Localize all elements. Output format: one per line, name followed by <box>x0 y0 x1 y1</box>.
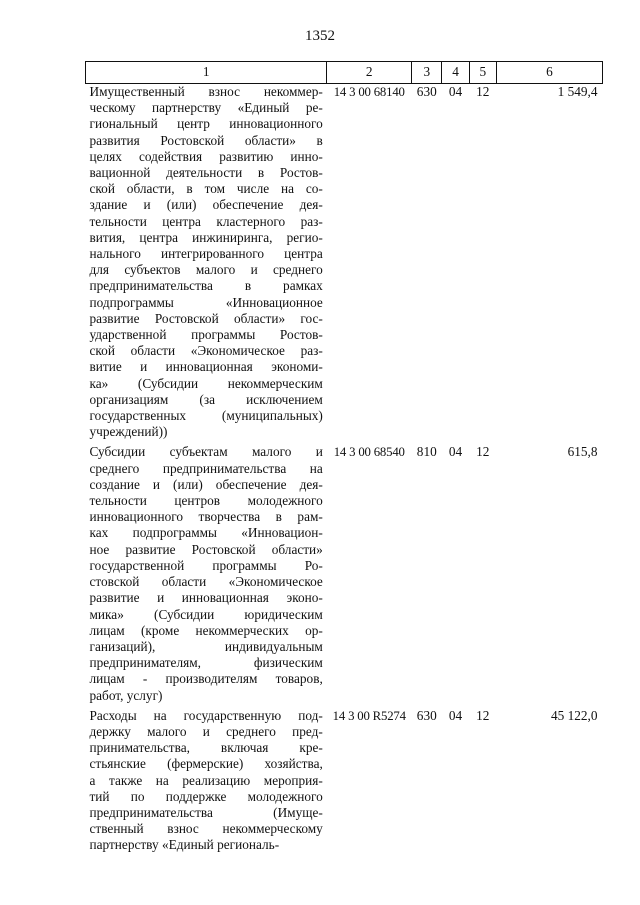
subsection-cell: 12 <box>476 444 490 460</box>
description-line: ка» (Субсидии некоммерческим <box>89 375 323 391</box>
target-code-cell: 14 3 00 R5274 <box>332 708 406 723</box>
description-line: работ, услуг) <box>89 687 163 703</box>
column-header: 4 <box>442 62 469 84</box>
amount-cell: 1 549,4 <box>557 84 598 99</box>
description-line: здание и (или) обеспечение дея- <box>89 197 323 213</box>
description-line: витие и инновационная экономи- <box>89 359 323 375</box>
column-header: 5 <box>469 62 496 84</box>
description-line: целях содействия развитию инно- <box>89 148 323 164</box>
expense-type-cell: 810 <box>416 444 437 460</box>
description-line: ской области «Экономическое раз- <box>89 343 323 359</box>
table-body <box>86 84 603 858</box>
description-cell <box>86 708 327 858</box>
description-line: держку малого и среднего пред- <box>89 723 323 739</box>
description-line: ударственной программы Ростов- <box>89 327 323 343</box>
table-row <box>86 444 603 707</box>
target-code-cell: 14 3 00 68140 <box>333 85 405 99</box>
description-line: стовской области «Экономическое <box>89 574 323 590</box>
description-line: ственный взнос некоммерческому <box>89 821 323 837</box>
target-code-cell: 14 3 00 68540 <box>333 445 405 460</box>
header-row <box>86 62 603 84</box>
description-line: партнерству «Единый региональ- <box>89 837 280 853</box>
description-line: подпрограммы «Инновационное <box>89 294 323 310</box>
description-line: предпринимательства (Имуще- <box>89 804 323 820</box>
description-cell <box>86 84 327 445</box>
description-cell <box>86 444 327 707</box>
description-line: ках подпрограммы «Инновацион- <box>89 525 323 541</box>
description-line: для субъектов малого и среднего <box>89 262 323 278</box>
description-line: тий по поддержке молодежного <box>89 788 323 804</box>
description-line: предпринимательства в рамках <box>89 278 323 294</box>
description-line: ческому партнерству «Единый ре- <box>89 100 323 116</box>
description-line: тельности центра кластерного раз- <box>89 213 323 229</box>
description-line: организациям (за исключением <box>89 391 323 407</box>
description-line: ской области, в том числе на со- <box>89 181 323 197</box>
amount-cell: 615,8 <box>567 444 598 460</box>
table-row <box>86 708 603 858</box>
budget-table <box>85 61 603 858</box>
description-line: вития, центра инжиниринга, регио- <box>89 229 323 245</box>
description-line: лицам (кроме некоммерческих ор- <box>89 622 323 638</box>
description-line: мика» (Субсидии юридическим <box>89 606 323 622</box>
description-line: Субсидии субъектам малого и <box>89 444 323 460</box>
description-line: гиональный центр инновационного <box>89 116 323 132</box>
column-header: 2 <box>327 62 412 84</box>
table-row <box>86 84 603 445</box>
description-line: стьянские (фермерские) хозяйства, <box>89 756 323 772</box>
description-line: предпринимателям, физическим <box>89 655 323 671</box>
description-line: учреждений)) <box>89 424 168 440</box>
description-line: Имущественный взнос некоммер- <box>89 84 323 99</box>
expense-type-cell: 630 <box>416 84 437 99</box>
description-line: развитие и инновационная эконо- <box>89 590 323 606</box>
section-cell: 04 <box>448 444 463 460</box>
amount-cell: 45 122,0 <box>550 707 598 723</box>
description-line: инновационного творчества в рам- <box>89 509 323 525</box>
section-cell: 04 <box>448 707 463 723</box>
description-line: а также на реализацию мероприя- <box>89 772 323 788</box>
subsection-cell: 12 <box>476 84 490 99</box>
subsection-cell: 12 <box>476 707 490 723</box>
expense-type-cell: 630 <box>416 707 437 723</box>
description-line: развития Ростовской области» в <box>89 132 323 148</box>
description-line: государственных (муниципальных) <box>89 408 323 424</box>
description-line: ное развитие Ростовской области» <box>89 541 323 557</box>
description-line: среднего предпринимательства на <box>89 460 323 476</box>
description-line: принимательства, включая кре- <box>89 740 323 756</box>
column-header: 1 <box>86 62 327 84</box>
description-line: создание и (или) обеспечение дея- <box>89 476 323 492</box>
description-line: Расходы на государственную под- <box>89 707 323 723</box>
description-line: ганизаций), индивидуальным <box>89 638 323 654</box>
column-header: 6 <box>496 62 602 84</box>
description-line: нального интегрированного центра <box>89 246 323 262</box>
description-line: вационной деятельности в Ростов- <box>89 165 323 181</box>
description-line: лицам - производителям товаров, <box>89 671 323 687</box>
description-line: тельности центров молодежного <box>89 493 323 509</box>
column-header: 3 <box>412 62 442 84</box>
section-cell: 04 <box>448 84 463 99</box>
description-line: государственной программы Ро- <box>89 557 323 573</box>
description-line: развитие Ростовской области» гос- <box>89 310 323 326</box>
page-number: 1352 <box>305 28 335 44</box>
